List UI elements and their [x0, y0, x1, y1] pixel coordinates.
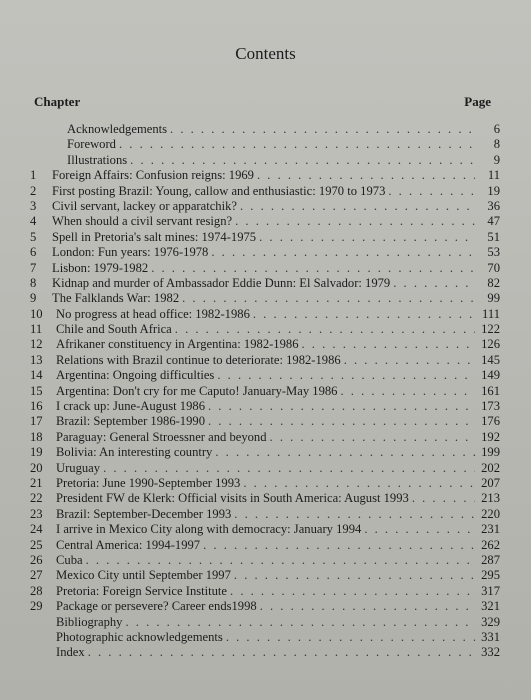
leader-dots — [215, 445, 475, 460]
chapter-number: 25 — [30, 537, 43, 552]
entry-body — [56, 337, 500, 352]
chapter-title: Illustrations — [67, 152, 128, 167]
page-number: 47 — [487, 214, 500, 229]
chapter-title: Brazil: September 1986-1990 — [56, 414, 205, 429]
page-title: Contents — [235, 44, 296, 63]
toc-entry — [30, 337, 500, 352]
toc-entry — [30, 584, 500, 599]
leader-dots — [243, 476, 475, 491]
chapter-number: 11 — [30, 322, 43, 337]
toc-entry — [30, 414, 500, 429]
chapter-number: 27 — [30, 568, 43, 583]
toc-entry — [30, 276, 500, 291]
leader-dots — [203, 538, 475, 553]
entry-body — [52, 291, 500, 306]
page-number: 317 — [481, 583, 500, 598]
leader-dots — [130, 153, 475, 168]
toc-entry — [30, 307, 500, 322]
chapter-title: Photographic acknowledgements — [56, 629, 223, 644]
page-number: 6 — [493, 122, 500, 136]
chapter-title: Central America: 1994-1997 — [56, 537, 201, 552]
page-number: 8 — [493, 137, 500, 152]
entry-body — [52, 168, 500, 183]
page-number: 161 — [481, 383, 500, 398]
chapter-number: 23 — [30, 506, 43, 521]
chapter-number: 1 — [30, 168, 37, 183]
entry-body — [56, 584, 500, 599]
toc-entry — [30, 153, 500, 168]
leader-dots — [175, 322, 475, 337]
leader-dots — [86, 553, 475, 568]
chapter-title: Lisbon: 1979-1982 — [52, 260, 149, 275]
leader-dots — [412, 491, 475, 506]
chapter-title: President FW de Klerk: Official visits in South America: August 1993 — [56, 491, 409, 506]
chapter-title: Pretoria: Foreign Service Institute — [56, 583, 228, 598]
page-number: 11 — [487, 168, 500, 183]
entry-body — [52, 199, 500, 214]
chapter-number: 19 — [30, 445, 43, 460]
leader-dots — [302, 337, 476, 352]
toc-entry — [30, 261, 500, 276]
entry-body — [67, 137, 500, 152]
chapter-title: London: Fun years: 1976-1978 — [52, 245, 209, 260]
page-number: 122 — [481, 322, 500, 337]
chapter-number: 7 — [30, 260, 37, 275]
page-number: 332 — [481, 645, 500, 660]
entry-body — [56, 353, 500, 368]
entry-body — [56, 491, 500, 506]
chapter-number: 5 — [30, 229, 37, 244]
entry-body — [56, 307, 500, 322]
entry-body — [56, 445, 500, 460]
toc-entry — [30, 599, 500, 614]
page-number: 213 — [481, 491, 500, 506]
toc-entry — [30, 538, 500, 553]
toc-entry — [30, 630, 500, 645]
chapter-title: Civil servant, lackey or apparatchik? — [52, 198, 237, 213]
page-number: 173 — [481, 399, 500, 414]
chapter-title: No progress at head office: 1982-1986 — [56, 306, 250, 321]
chapter-number: 15 — [30, 383, 43, 398]
chapter-number: 29 — [30, 599, 43, 614]
chapter-title: Foreign Affairs: Confusion reigns: 1969 — [52, 168, 254, 183]
entry-body — [52, 230, 500, 245]
chapter-title: The Falklands War: 1982 — [52, 291, 180, 306]
chapter-title: Bolivia: An interesting country — [56, 445, 213, 460]
table-of-contents — [30, 122, 500, 661]
entry-body — [56, 384, 500, 399]
toc-entry — [30, 615, 500, 630]
leader-dots — [182, 291, 475, 306]
page-column-header: Page — [464, 94, 491, 109]
entry-body — [52, 276, 500, 291]
chapter-title: Index — [56, 645, 85, 660]
entry-body — [56, 476, 500, 491]
entry-body — [56, 615, 500, 630]
toc-entry — [30, 507, 500, 522]
leader-dots — [270, 430, 475, 445]
toc-entry — [30, 645, 500, 660]
page-number: 53 — [487, 245, 500, 260]
chapter-title: Paraguay: General Stroessner and beyond — [56, 429, 267, 444]
chapter-number: 20 — [30, 460, 43, 475]
leader-dots — [393, 276, 475, 291]
page-number: 321 — [481, 599, 500, 614]
chapter-title: Acknowledgements — [67, 122, 168, 136]
chapter-number: 3 — [30, 198, 37, 213]
leader-dots — [344, 353, 475, 368]
chapter-number: 21 — [30, 475, 43, 490]
chapter-title: Argentina: Don't cry for me Caputo! January-May 1986 — [56, 383, 338, 398]
chapter-number: 9 — [30, 291, 37, 306]
entry-body — [52, 245, 500, 260]
entry-body — [67, 153, 500, 168]
chapter-number: 12 — [30, 337, 43, 352]
chapter-title: Pretoria: June 1990-September 1993 — [56, 475, 241, 490]
leader-dots — [235, 214, 475, 229]
leader-dots — [170, 122, 475, 137]
chapter-number: 10 — [30, 306, 43, 321]
chapter-number: 4 — [30, 214, 37, 229]
chapter-title: Package or persevere? Career ends1998 — [56, 599, 257, 614]
page-number: 207 — [481, 475, 500, 490]
toc-entry — [30, 368, 500, 383]
chapter-number: 6 — [30, 245, 37, 260]
toc-entry — [30, 384, 500, 399]
chapter-title: Uruguay — [56, 460, 101, 475]
page-number: 202 — [481, 460, 500, 475]
page-number: 220 — [481, 506, 500, 521]
entry-body — [56, 399, 500, 414]
toc-entry — [30, 476, 500, 491]
entry-body — [56, 368, 500, 383]
entry-body — [56, 553, 500, 568]
leader-dots — [211, 245, 475, 260]
page-number: 262 — [481, 537, 500, 552]
chapter-title: Cuba — [56, 552, 83, 567]
toc-entry — [30, 168, 500, 183]
page-number: 295 — [481, 568, 500, 583]
leader-dots — [260, 599, 475, 614]
leader-dots — [234, 507, 475, 522]
toc-entry — [30, 353, 500, 368]
page-number: 287 — [481, 552, 500, 567]
toc-entry — [30, 399, 500, 414]
entry-body — [56, 645, 500, 660]
chapter-column-header: Chapter — [34, 94, 81, 109]
leader-dots — [88, 645, 475, 660]
leader-dots — [253, 307, 475, 322]
page-number: 19 — [487, 183, 500, 198]
toc-entry — [30, 322, 500, 337]
toc-entry — [30, 230, 500, 245]
leader-dots — [119, 137, 475, 152]
page-number: 231 — [481, 522, 500, 537]
entry-body — [56, 461, 500, 476]
leader-dots — [208, 399, 475, 414]
toc-entry — [30, 553, 500, 568]
chapter-number: 8 — [30, 275, 37, 290]
toc-entry — [30, 461, 500, 476]
page-number: 70 — [487, 260, 500, 275]
entry-body — [52, 184, 500, 199]
chapter-title: I arrive in Mexico City along with democracy: January 1994 — [56, 522, 362, 537]
page-number: 329 — [481, 614, 500, 629]
leader-dots — [151, 261, 475, 276]
page-number: 82 — [487, 275, 500, 290]
entry-body — [67, 122, 500, 137]
toc-entry — [30, 122, 500, 137]
entry-body — [56, 414, 500, 429]
entry-body — [56, 507, 500, 522]
chapter-number: 24 — [30, 522, 43, 537]
toc-entry — [30, 568, 500, 583]
page-number: 51 — [487, 229, 500, 244]
chapter-title: Brazil: September-December 1993 — [56, 506, 232, 521]
page-number: 9 — [493, 152, 500, 167]
chapter-title: Spell in Pretoria's salt mines: 1974-1975 — [52, 229, 257, 244]
chapter-number: 26 — [30, 552, 43, 567]
toc-entry — [30, 491, 500, 506]
toc-entry — [30, 137, 500, 152]
entry-body — [56, 430, 500, 445]
leader-dots — [388, 184, 475, 199]
entry-body — [56, 568, 500, 583]
leader-dots — [230, 584, 475, 599]
chapter-title: Bibliography — [56, 614, 123, 629]
entry-body — [56, 630, 500, 645]
leader-dots — [257, 168, 475, 183]
chapter-title: Mexico City until September 1997 — [56, 568, 231, 583]
toc-entry — [30, 522, 500, 537]
chapter-number: 13 — [30, 352, 43, 367]
leader-dots — [364, 522, 475, 537]
chapter-title: First posting Brazil: Young, callow and enthusiastic: 1970 to 1973 — [52, 183, 386, 198]
page-number: 111 — [482, 306, 500, 321]
leader-dots — [234, 568, 475, 583]
chapter-title: Afrikaner constituency in Argentina: 1982-1986 — [56, 337, 299, 352]
page-number: 36 — [487, 198, 500, 213]
chapter-title: Argentina: Ongoing difficulties — [56, 368, 215, 383]
page-number: 145 — [481, 352, 500, 367]
page-number: 149 — [481, 368, 500, 383]
leader-dots — [103, 461, 475, 476]
chapter-number: 14 — [30, 368, 43, 383]
page-number: 192 — [481, 429, 500, 444]
toc-entry — [30, 430, 500, 445]
leader-dots — [125, 615, 475, 630]
toc-entry — [30, 291, 500, 306]
chapter-title: Foreword — [67, 137, 116, 152]
page-number: 126 — [481, 337, 500, 352]
toc-entry — [30, 445, 500, 460]
chapter-number: 22 — [30, 491, 43, 506]
entry-body — [56, 599, 500, 614]
page-number: 176 — [481, 414, 500, 429]
chapter-number: 17 — [30, 414, 43, 429]
page-number: 199 — [481, 445, 500, 460]
chapter-title: I crack up: June-August 1986 — [56, 399, 205, 414]
entry-body — [56, 322, 500, 337]
chapter-title: Relations with Brazil continue to deteriorate: 1982-1986 — [56, 352, 341, 367]
entry-body — [56, 538, 500, 553]
chapter-number: 28 — [30, 583, 43, 598]
toc-entry — [30, 245, 500, 260]
chapter-title: When should a civil servant resign? — [52, 214, 233, 229]
leader-dots — [217, 368, 475, 383]
chapter-title: Kidnap and murder of Ambassador Eddie Dunn: El Salvador: 1979 — [52, 275, 391, 290]
toc-entry — [30, 184, 500, 199]
leader-dots — [226, 630, 475, 645]
toc-entry — [30, 214, 500, 229]
entry-body — [56, 522, 500, 537]
chapter-number: 16 — [30, 399, 43, 414]
entry-body — [52, 214, 500, 229]
entry-body — [52, 261, 500, 276]
leader-dots — [340, 384, 475, 399]
page-number: 331 — [481, 629, 500, 644]
leader-dots — [259, 230, 475, 245]
chapter-number: 18 — [30, 429, 43, 444]
toc-entry — [30, 199, 500, 214]
chapter-title: Chile and South Africa — [56, 322, 172, 337]
leader-dots — [240, 199, 475, 214]
leader-dots — [208, 414, 475, 429]
chapter-number: 2 — [30, 183, 37, 198]
page-number: 99 — [487, 291, 500, 306]
